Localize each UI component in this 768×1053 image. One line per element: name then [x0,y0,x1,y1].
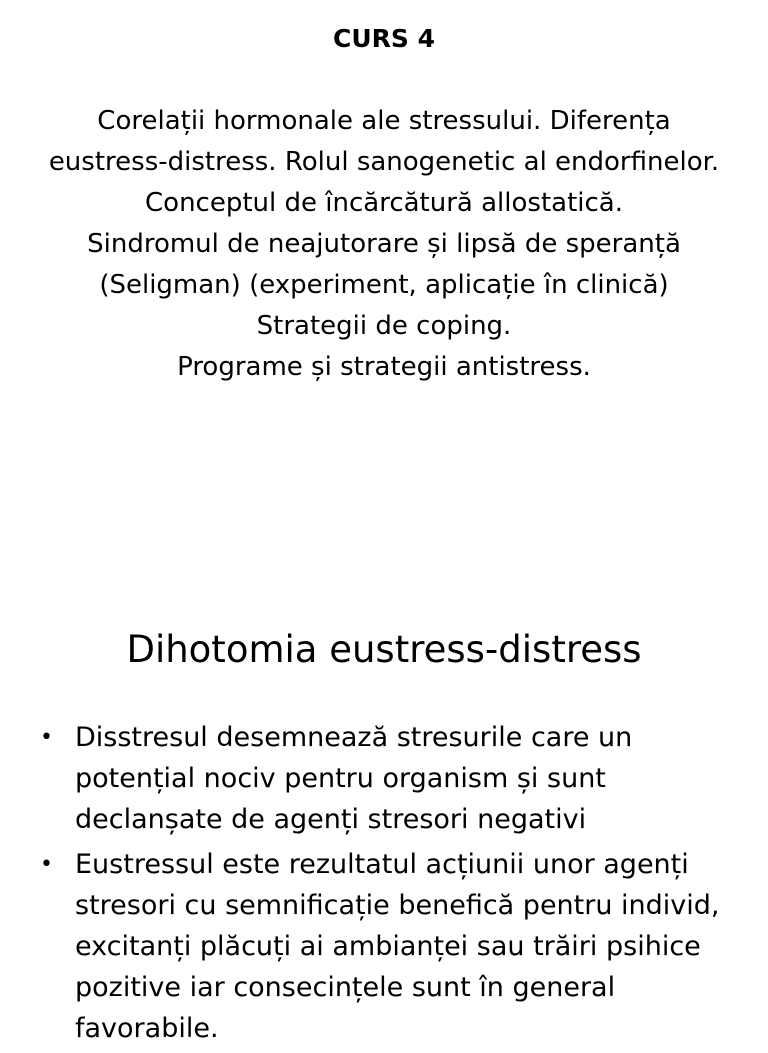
topic-item: Corelații hormonale ale stressului. Diferența eustress-distress. Rolul sanogenetic al endorfinelor. [48,106,720,177]
bullet-list [40,717,730,1053]
bullet-dot: • [40,725,53,750]
bullet-item-distress [40,717,730,840]
bullet-text: Eustressul este rezultatul acțiunii unor agenți stresori cu semnificație benefică pentru individ, excitanți plăcuți ai ambianței sau trăiri psihice pozitive iar consecințele sunt în general favorabile. [75,849,720,1044]
topic-item: Strategii de coping. [256,311,512,341]
slide-eustress-distress [0,560,768,1044]
topic-item: Conceptul de încărcătură allostatică. [145,188,623,218]
bullet-text: Disstresul desemnează stresurile care un potențial nociv pentru organism și sunt declanșate de agenți stresori negativi [75,722,633,835]
bullet-item-eustress [40,844,730,1049]
bullet-dot: • [40,852,53,877]
topic-item: Programe și strategii antistress. [177,352,591,382]
topics-list [40,101,728,388]
topic-item: Sindromul de neajutorare și lipsă de speranță (Seligman) (experiment, aplicație în clinică) [87,229,681,300]
course-title: CURS 4 [332,24,435,53]
section-title: Dihotomia eustress-distress [126,628,642,671]
